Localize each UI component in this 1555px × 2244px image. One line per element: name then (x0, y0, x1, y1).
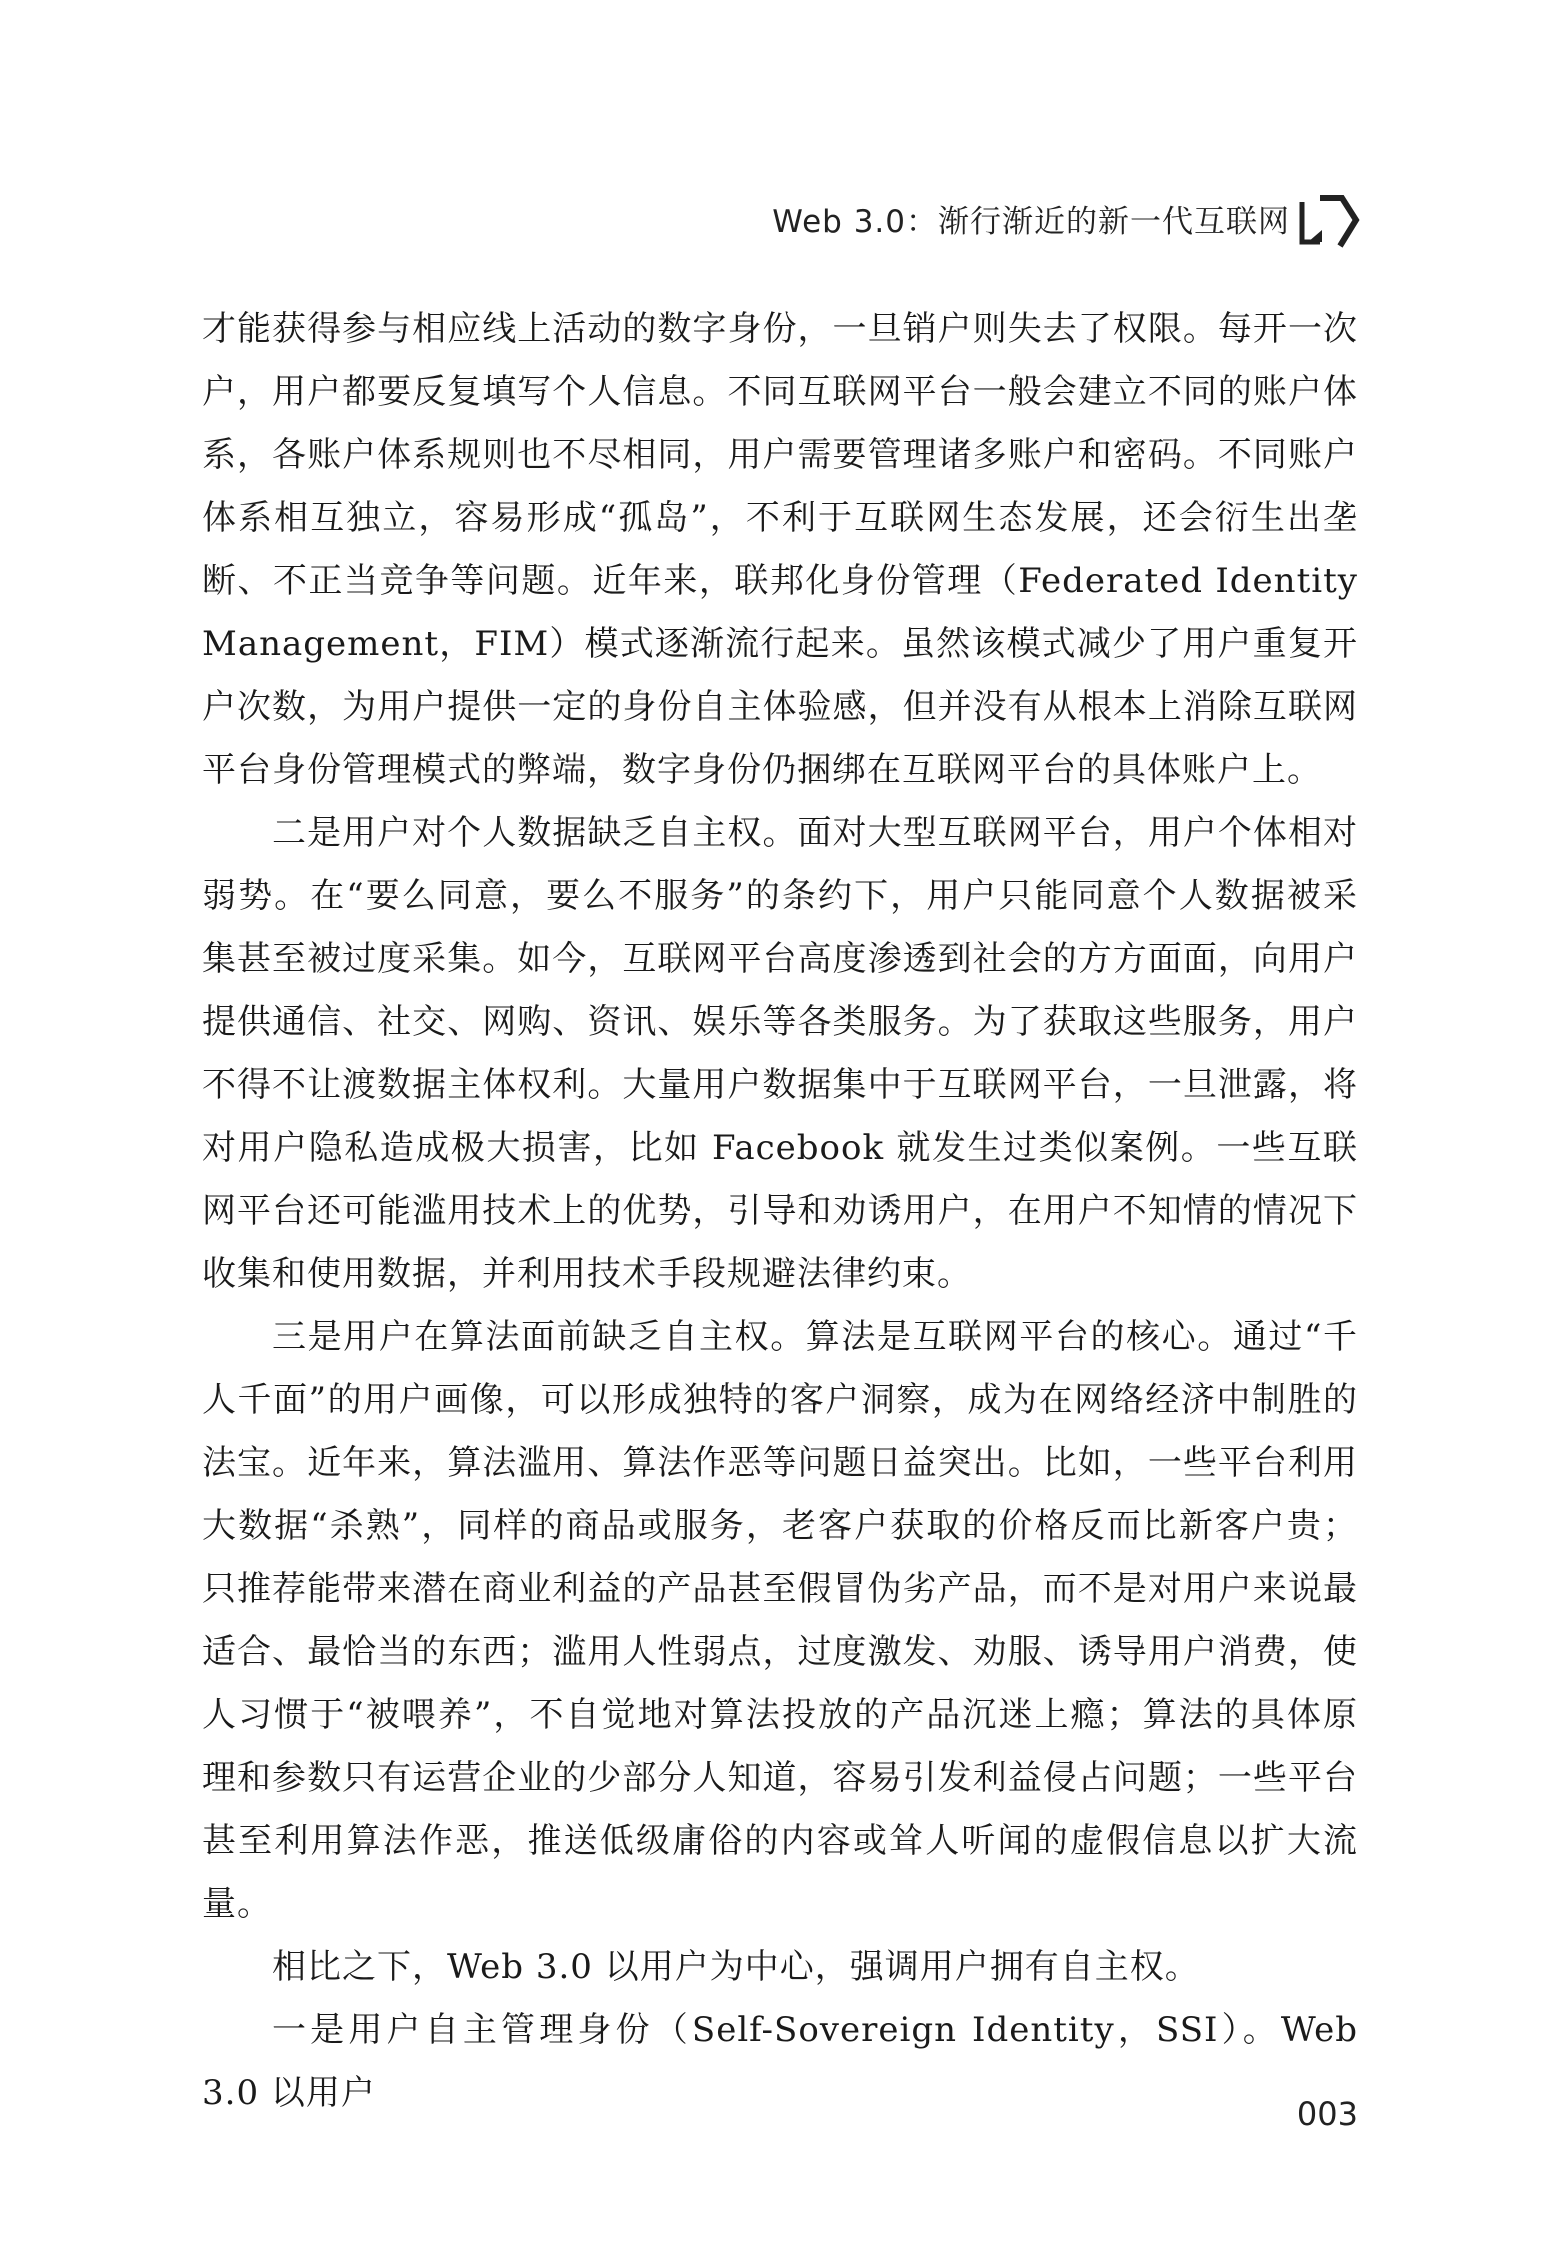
running-header: Web 3.0：渐行渐近的新一代互联网 (772, 204, 1290, 240)
body-text (202, 298, 1358, 2125)
paragraph-5: 一是用户自主管理身份（Self-Sovereign Identity，SSI）。Web 3.0 以用户 (202, 2010, 1358, 2113)
paragraph-3: 三是用户在算法面前缺乏自主权。算法是互联网平台的核心。通过“千人千面”的用户画像，可以形成独特的客户洞察，成为在网络经济中制胜的法宝。近年来，算法滥用、算法作恶等问题日益突出。比如，一些平台利用大数据“杀熟”，同样的商品或服务，老客户获取的价格反而比新客户贵；只推荐能带来潜在商业利益的产品甚至假冒伪劣产品，而不是对用户来说最适合、最恰当的东西；滥用人性弱点，过度激发、劝服、诱导用户消费，使人习惯于“被喂养”，不自觉地对算法投放的产品沉迷上瘾；算法的具体原理和参数只有运营企业的少部分人知道，容易引发利益侵占问题；一些平台甚至利用算法作恶，推送低级庸俗的内容或耸人听闻的虚假信息以扩大流量。 (202, 1317, 1358, 1924)
page-number: 003 (1296, 2095, 1358, 2133)
chapter-corner-arrow-icon (1298, 192, 1360, 250)
paragraph-4: 相比之下，Web 3.0 以用户为中心，强调用户拥有自主权。 (272, 1947, 1200, 1987)
paragraph-1: 才能获得参与相应线上活动的数字身份，一旦销户则失去了权限。每开一次户，用户都要反复填写个人信息。不同互联网平台一般会建立不同的账户体系，各账户体系规则也不尽相同，用户需要管理诸多账户和密码。不同账户体系相互独立，容易形成“孤岛”，不利于互联网生态发展，还会衍生出垄断、不正当竞争等问题。近年来，联邦化身份管理（Federated Identity Management，FIM）模式逐渐流行起来。虽然该模式减少了用户重复开户次数，为用户提供一定的身份自主体验感，但并没有从根本上消除互联网平台身份管理模式的弊端，数字身份仍捆绑在互联网平台的具体账户上。 (202, 309, 1358, 790)
paragraph-2: 二是用户对个人数据缺乏自主权。面对大型互联网平台，用户个体相对弱势。在“要么同意，要么不服务”的条约下，用户只能同意个人数据被采集甚至被过度采集。如今，互联网平台高度渗透到社会的方方面面，向用户提供通信、社交、网购、资讯、娱乐等各类服务。为了获取这些服务，用户不得不让渡数据主体权利。大量用户数据集中于互联网平台，一旦泄露，将对用户隐私造成极大损害，比如 Facebook 就发生过类似案例。一些互联网平台还可能滥用技术上的优势，引导和劝诱用户，在用户不知情的情况下收集和使用数据，并利用技术手段规避法律约束。 (202, 813, 1358, 1294)
